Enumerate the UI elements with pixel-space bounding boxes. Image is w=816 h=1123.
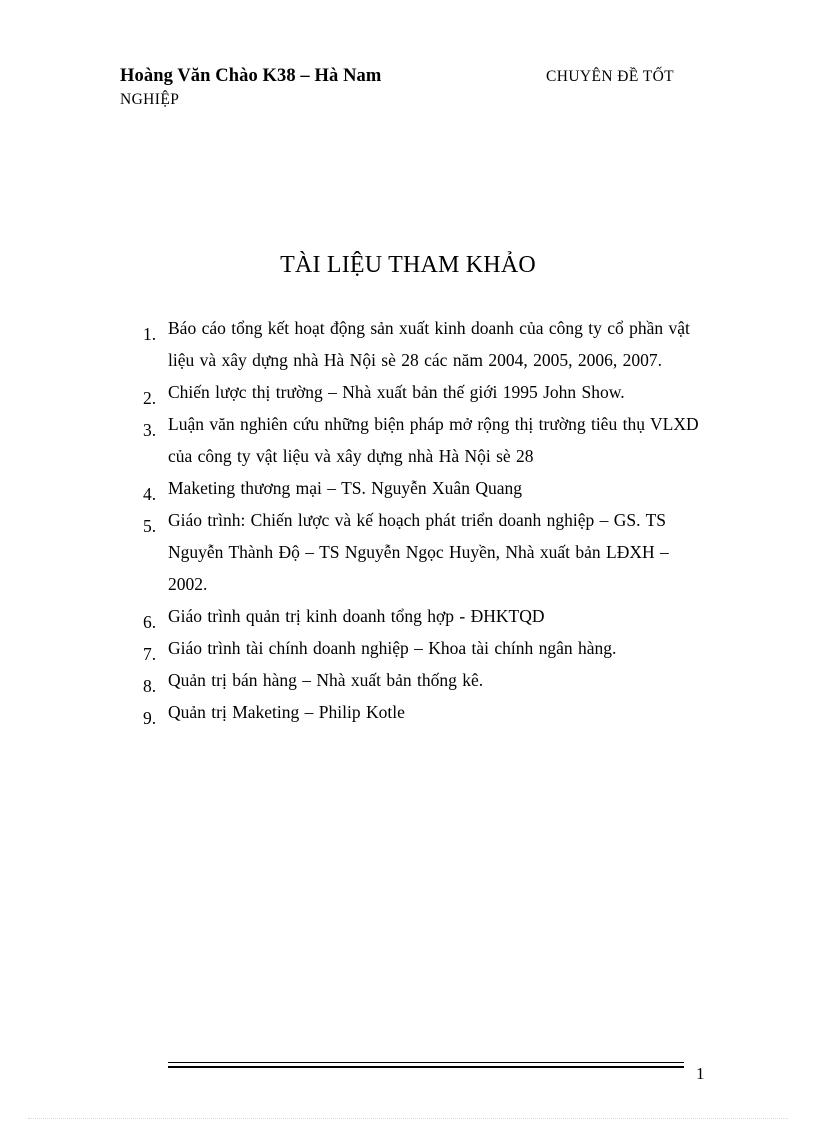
reference-text: Giáo trình quản trị kinh doanh tổng hợp - ĐHKTQD [168, 606, 545, 626]
reference-number: 2. [143, 388, 157, 408]
header-doc-type: CHUYÊN ĐỀ TỐT [546, 68, 675, 85]
reference-number: 1. [143, 324, 157, 344]
reference-item [143, 504, 703, 600]
page-edge-divider [28, 1118, 788, 1119]
header-author: Hoàng Văn Chào K38 – Hà Nam [120, 66, 382, 86]
reference-item [143, 312, 703, 376]
reference-number: 4. [143, 484, 157, 504]
reference-number: 3. [143, 420, 157, 440]
header-doc-type-continued: NGHIỆP [120, 91, 180, 108]
footer-rule-thick [168, 1066, 684, 1068]
page-title: TÀI LIỆU THAM KHẢO [280, 252, 536, 278]
reference-text: Luận văn nghiên cứu những biện pháp mở rộng thị trường tiêu thụ VLXD của công ty vật liệu và xây dựng nhà Hà Nội sè 28 [168, 414, 699, 466]
reference-number: 8. [143, 676, 157, 696]
reference-item [143, 600, 703, 632]
reference-text: Maketing thương mại – TS. Nguyễn Xuân Quang [168, 478, 522, 498]
reference-number: 5. [143, 516, 157, 536]
reference-item [143, 376, 703, 408]
footer-rule-thin [168, 1062, 684, 1063]
reference-text: Giáo trình: Chiến lược và kế hoạch phát triển doanh nghiệp – GS. TS Nguyễn Thành Độ – TS Nguyễn Ngọc Huyền, Nhà xuất bản LĐXH – 2002. [168, 510, 669, 594]
reference-text: Quản trị bán hàng – Nhà xuất bản thống kê. [168, 670, 484, 690]
reference-text: Chiến lược thị trường – Nhà xuất bản thế giới 1995 John Show. [168, 382, 625, 402]
reference-number: 9. [143, 708, 157, 728]
reference-number: 6. [143, 612, 157, 632]
reference-item [143, 696, 703, 728]
reference-item [143, 472, 703, 504]
reference-item [143, 632, 703, 664]
reference-list [143, 312, 703, 728]
reference-text: Giáo trình tài chính doanh nghiệp – Khoa tài chính ngân hàng. [168, 638, 617, 658]
reference-item [143, 664, 703, 696]
page-number: 1 [696, 1064, 705, 1083]
reference-text: Quản trị Maketing – Philip Kotle [168, 702, 405, 722]
reference-text: Báo cáo tổng kết hoạt động sản xuất kinh doanh của công ty cổ phần vật liệu và xây dựng nhà Hà Nội sè 28 các năm 2004, 2005, 2006, 2007. [168, 318, 690, 370]
reference-item [143, 408, 703, 472]
reference-number: 7. [143, 644, 157, 664]
